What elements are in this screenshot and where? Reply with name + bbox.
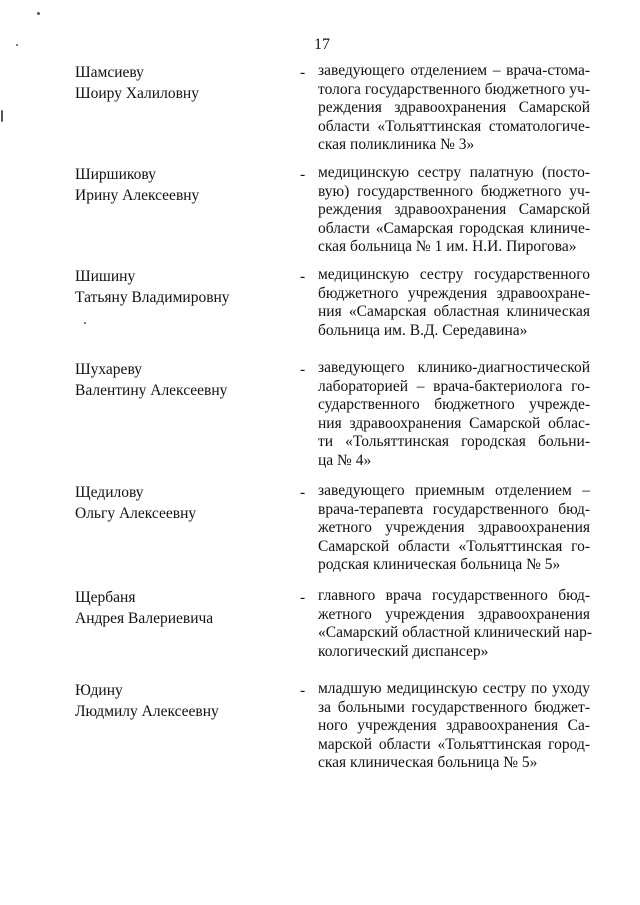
scan-speck: [37, 12, 40, 15]
given-names: Людмилу Алексеевну: [75, 703, 219, 720]
position-description: [318, 164, 590, 257]
desc-line: жетного учреждения здравоохранения: [318, 605, 590, 623]
dash: -: [300, 166, 306, 183]
desc-line: заведующего клинико-диагностической: [318, 359, 590, 376]
desc-line: сударственного бюджетного учрежде-: [318, 396, 590, 413]
dash: -: [300, 361, 306, 378]
given-names: Ирину Алексеевну: [75, 187, 200, 204]
desc-line: бюджетного учреждения здравоохране-: [318, 284, 590, 302]
desc-line: ного учреждения здравоохранения Са-: [318, 717, 590, 734]
desc-line: ния «Самарская областная клиническая: [318, 303, 590, 320]
desc-line: области «Тольяттинская стоматологиче-: [318, 117, 590, 135]
given-names: Татьяну Владимировну: [75, 289, 230, 306]
desc-line: ская клиническая больница № 5»: [318, 754, 538, 771]
person-name: [75, 482, 285, 524]
scan-speck: [84, 322, 86, 324]
desc-line: вую) государственного бюджетного уч-: [318, 182, 590, 200]
person-name: [75, 587, 285, 629]
position-description: [318, 587, 593, 661]
dash: -: [300, 268, 306, 285]
surname: Щербаня: [75, 589, 136, 606]
given-names: Ольгу Алексеевну: [75, 505, 197, 522]
position-description: [318, 680, 590, 773]
desc-line: Самарской области «Тольяттинская го-: [318, 537, 590, 555]
position-description: [318, 266, 590, 340]
desc-line: врача-терапевта государственного бюд-: [318, 500, 590, 518]
surname: Юдину: [75, 682, 123, 699]
scan-speck: [16, 44, 18, 46]
desc-line: заведующего приемным отделением –: [318, 482, 590, 499]
surname: Шухареву: [75, 361, 142, 378]
desc-line: больница им. В.Д. Середавина»: [318, 321, 528, 339]
desc-line: медицинскую сестру государственного: [318, 266, 590, 283]
desc-line: кологический диспансер»: [318, 642, 489, 660]
dash: -: [300, 589, 306, 606]
desc-line: за больными государственного бюджет-: [318, 698, 590, 716]
desc-line: реждения здравоохранения Самарской: [318, 201, 590, 218]
person-name: [75, 680, 285, 722]
given-names: Валентину Алексеевну: [75, 382, 228, 399]
dash: -: [300, 64, 306, 81]
given-names: Андрея Валериевича: [75, 610, 214, 627]
surname: Шамсиеву: [75, 64, 144, 81]
desc-line: медицинскую сестру палатную (посто-: [318, 164, 590, 181]
surname: Шишину: [75, 268, 136, 285]
desc-line: ская поликлиника № 3»: [318, 136, 475, 153]
person-name: [75, 359, 285, 401]
person-name: [75, 266, 285, 308]
desc-line: ния здравоохранения Самарской облас-: [318, 414, 590, 432]
desc-line: заведующего отделением – врача-стома-: [318, 62, 590, 79]
dash: -: [300, 484, 306, 501]
desc-line: области «Самарская городская клиниче-: [318, 219, 590, 237]
scan-speck: [1, 110, 3, 122]
position-description: [318, 482, 590, 575]
position-description: [318, 62, 590, 155]
desc-line: «Самарский областной клинический нар-: [318, 624, 593, 641]
surname: Ширшикову: [75, 166, 156, 183]
desc-line: главного врача государственного бюд-: [318, 587, 590, 604]
desc-line: ская больница № 1 им. Н.И. Пирогова»: [318, 238, 577, 255]
desc-line: жетного учреждения здравоохранения: [318, 519, 590, 536]
person-name: [75, 164, 285, 206]
desc-line: толога государственного бюджетного уч-: [318, 80, 590, 98]
page-number: 17: [314, 36, 330, 53]
given-names: Шоиру Халиловну: [75, 85, 199, 102]
desc-line: младшую медицинскую сестру по уходу: [318, 680, 590, 697]
desc-line: марской области «Тольяттинская город-: [318, 735, 590, 753]
dash: -: [300, 682, 306, 699]
desc-line: родская клиническая больница № 5»: [318, 556, 561, 573]
desc-line: ти «Тольяттинская городская больни-: [318, 433, 590, 450]
position-description: [318, 359, 590, 470]
desc-line: реждения здравоохранения Самарской: [318, 99, 590, 116]
surname: Щедилову: [75, 484, 144, 501]
person-name: [75, 62, 285, 104]
desc-line: ца № 4»: [318, 451, 372, 469]
desc-line: лабораторией – врача-бактериолога го-: [318, 377, 590, 395]
